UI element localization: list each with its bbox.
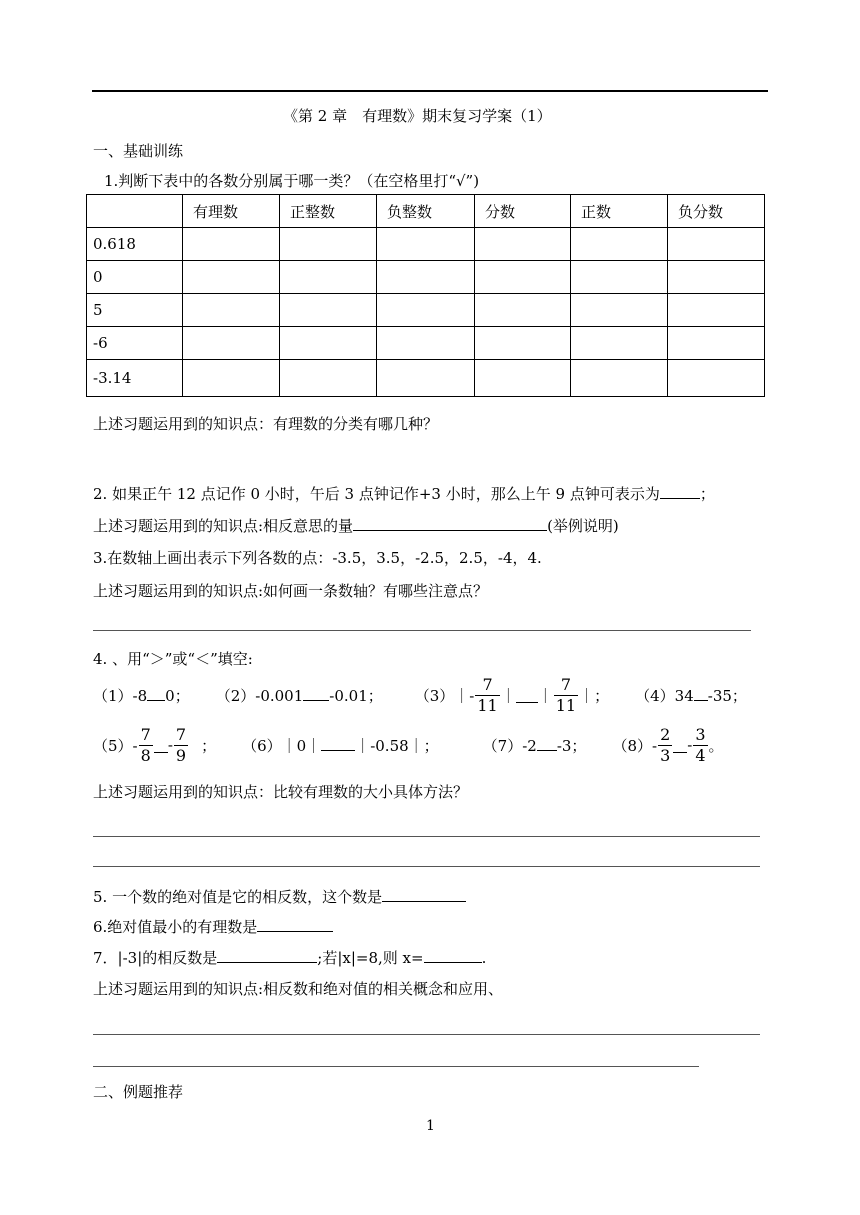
check-cell[interactable] xyxy=(183,261,280,294)
check-cell[interactable] xyxy=(668,327,765,360)
check-cell[interactable] xyxy=(280,228,377,261)
answer-blank[interactable] xyxy=(537,735,557,751)
item-1: （1）-8 0； xyxy=(93,686,190,705)
check-cell[interactable] xyxy=(377,261,475,294)
check-cell[interactable] xyxy=(280,327,377,360)
top-rule xyxy=(92,90,768,92)
knowledge-point-2 xyxy=(93,515,619,536)
table-row xyxy=(87,360,765,397)
knowledge-point-2-text: 上述习题运用到的知识点:相反意思的量 xyxy=(93,517,354,535)
answer-line[interactable] xyxy=(93,1034,760,1035)
check-cell[interactable] xyxy=(475,294,571,327)
knowledge-point-3: 上述习题运用到的知识点:如何画一条数轴？有哪些注意点？ xyxy=(93,582,489,600)
table-header: 负分数 xyxy=(668,195,765,228)
check-cell[interactable] xyxy=(475,360,571,397)
question-5: 5. 一个数的绝对值是它的相反数，这个数是 xyxy=(93,886,466,907)
answer-blank[interactable] xyxy=(321,735,355,751)
check-cell[interactable] xyxy=(183,360,280,397)
table-row xyxy=(87,294,765,327)
check-cell[interactable] xyxy=(668,360,765,397)
answer-line[interactable] xyxy=(93,1066,699,1067)
item-2: （2）-0.001 -0.01； xyxy=(215,686,383,705)
answer-blank[interactable] xyxy=(353,515,547,531)
table-header: 正数 xyxy=(571,195,668,228)
row-label: 0 xyxy=(87,261,183,294)
answer-blank[interactable] xyxy=(660,483,700,499)
answer-line[interactable] xyxy=(93,866,760,867)
table-header xyxy=(87,195,183,228)
check-cell[interactable] xyxy=(571,327,668,360)
row-label: 0.618 xyxy=(87,228,183,261)
table-header: 负整数 xyxy=(377,195,475,228)
question-4-row-2 xyxy=(93,722,724,768)
question-7: 7．|-3|的相反数是 ;若|x|=8,则 x= . xyxy=(93,949,487,967)
check-cell[interactable] xyxy=(571,228,668,261)
fraction: $\frac{7}{9}$ xyxy=(175,724,187,765)
fraction: $\frac{7}{8}$ xyxy=(140,724,151,765)
fraction: $\frac{2}{3}$ xyxy=(660,724,671,765)
table-row xyxy=(87,228,765,261)
item-8: （8）- $\frac{2}{3}$ - $\frac{3}{4}$ 。 xyxy=(612,724,724,765)
check-cell[interactable] xyxy=(377,327,475,360)
check-cell[interactable] xyxy=(571,261,668,294)
knowledge-point-4: 上述习题运用到的知识点：比较有理数的大小具体方法？ xyxy=(93,783,469,801)
item-3: （3）｜- $\frac{7}{11}$ ｜ ｜ $\frac{7}{11}$ ｜； xyxy=(414,674,610,715)
check-cell[interactable] xyxy=(377,294,475,327)
answer-blank[interactable] xyxy=(673,737,687,753)
check-cell[interactable] xyxy=(183,294,280,327)
check-cell[interactable] xyxy=(571,360,668,397)
answer-blank[interactable] xyxy=(303,685,329,701)
item-7: （7）-2 -3； xyxy=(482,736,587,755)
check-cell[interactable] xyxy=(475,261,571,294)
fraction: $\frac{7}{11}$ xyxy=(555,674,577,715)
item-4: （4）34 -35； xyxy=(635,686,747,705)
item-5: （5）- $\frac{7}{8}$ - $\frac{7}{9}$ ； xyxy=(93,724,217,765)
answer-blank[interactable] xyxy=(147,685,165,701)
check-cell[interactable] xyxy=(571,294,668,327)
answer-blank[interactable] xyxy=(382,886,466,902)
knowledge-point-2-end: (举例说明) xyxy=(547,517,619,535)
page-title: 《第 2 章 有理数》期末复习学案（1） xyxy=(283,107,552,125)
answer-blank[interactable] xyxy=(217,947,317,963)
check-cell[interactable] xyxy=(280,360,377,397)
check-cell[interactable] xyxy=(377,228,475,261)
fraction: $\frac{3}{4}$ xyxy=(695,724,706,765)
section-heading-examples: 二、例题推荐 xyxy=(93,1083,184,1101)
check-cell[interactable] xyxy=(183,228,280,261)
question-1: 1.判断下表中的各数分别属于哪一类？（在空格里打“√”) xyxy=(104,172,480,190)
answer-blank[interactable] xyxy=(154,737,168,753)
check-cell[interactable] xyxy=(668,294,765,327)
question-2-text: 2. 如果正午 12 点记作 0 小时，午后 3 点钟记作+3 小时，那么上午 9 点钟可表示为 xyxy=(93,485,660,503)
answer-line[interactable] xyxy=(93,836,760,837)
question-2 xyxy=(93,483,715,504)
knowledge-point-7: 上述习题运用到的知识点:相反数和绝对值的相关概念和应用、 xyxy=(93,980,504,998)
question-4: 4. 、用“＞”或“＜”填空: xyxy=(93,650,253,668)
table-row xyxy=(87,261,765,294)
table-header: 有理数 xyxy=(183,195,280,228)
question-6: 6.绝对值最小的有理数是 xyxy=(93,916,333,937)
question-3: 3.在数轴上画出表示下列各数的点：-3.5，3.5，-2.5，2.5，-4，4. xyxy=(93,549,542,567)
section-heading-basic: 一、基础训练 xyxy=(93,142,184,160)
question-4-row-1 xyxy=(93,672,747,718)
check-cell[interactable] xyxy=(183,327,280,360)
answer-line[interactable] xyxy=(93,630,751,631)
answer-blank[interactable] xyxy=(424,947,482,963)
page-number: 1 xyxy=(426,1118,435,1134)
check-cell[interactable] xyxy=(668,261,765,294)
fraction: $\frac{7}{11}$ xyxy=(477,674,498,715)
table-header: 正整数 xyxy=(280,195,377,228)
check-cell[interactable] xyxy=(475,228,571,261)
item-6: （6）｜0｜ ｜-0.58｜； xyxy=(242,736,439,755)
table-row xyxy=(87,327,765,360)
table-header: 分数 xyxy=(475,195,571,228)
answer-blank[interactable] xyxy=(694,685,708,701)
check-cell[interactable] xyxy=(280,261,377,294)
row-label: -6 xyxy=(87,327,183,360)
check-cell[interactable] xyxy=(475,327,571,360)
check-cell[interactable] xyxy=(280,294,377,327)
check-cell[interactable] xyxy=(377,360,475,397)
classification-table xyxy=(86,194,765,397)
knowledge-point-1: 上述习题运用到的知识点：有理数的分类有哪几种？ xyxy=(93,415,439,433)
question-2-end: ； xyxy=(699,485,715,503)
answer-blank[interactable] xyxy=(257,916,333,932)
row-label: -3.14 xyxy=(87,360,183,397)
check-cell[interactable] xyxy=(668,228,765,261)
table-header-row xyxy=(87,195,765,228)
row-label: 5 xyxy=(87,294,183,327)
answer-blank[interactable] xyxy=(516,687,538,703)
